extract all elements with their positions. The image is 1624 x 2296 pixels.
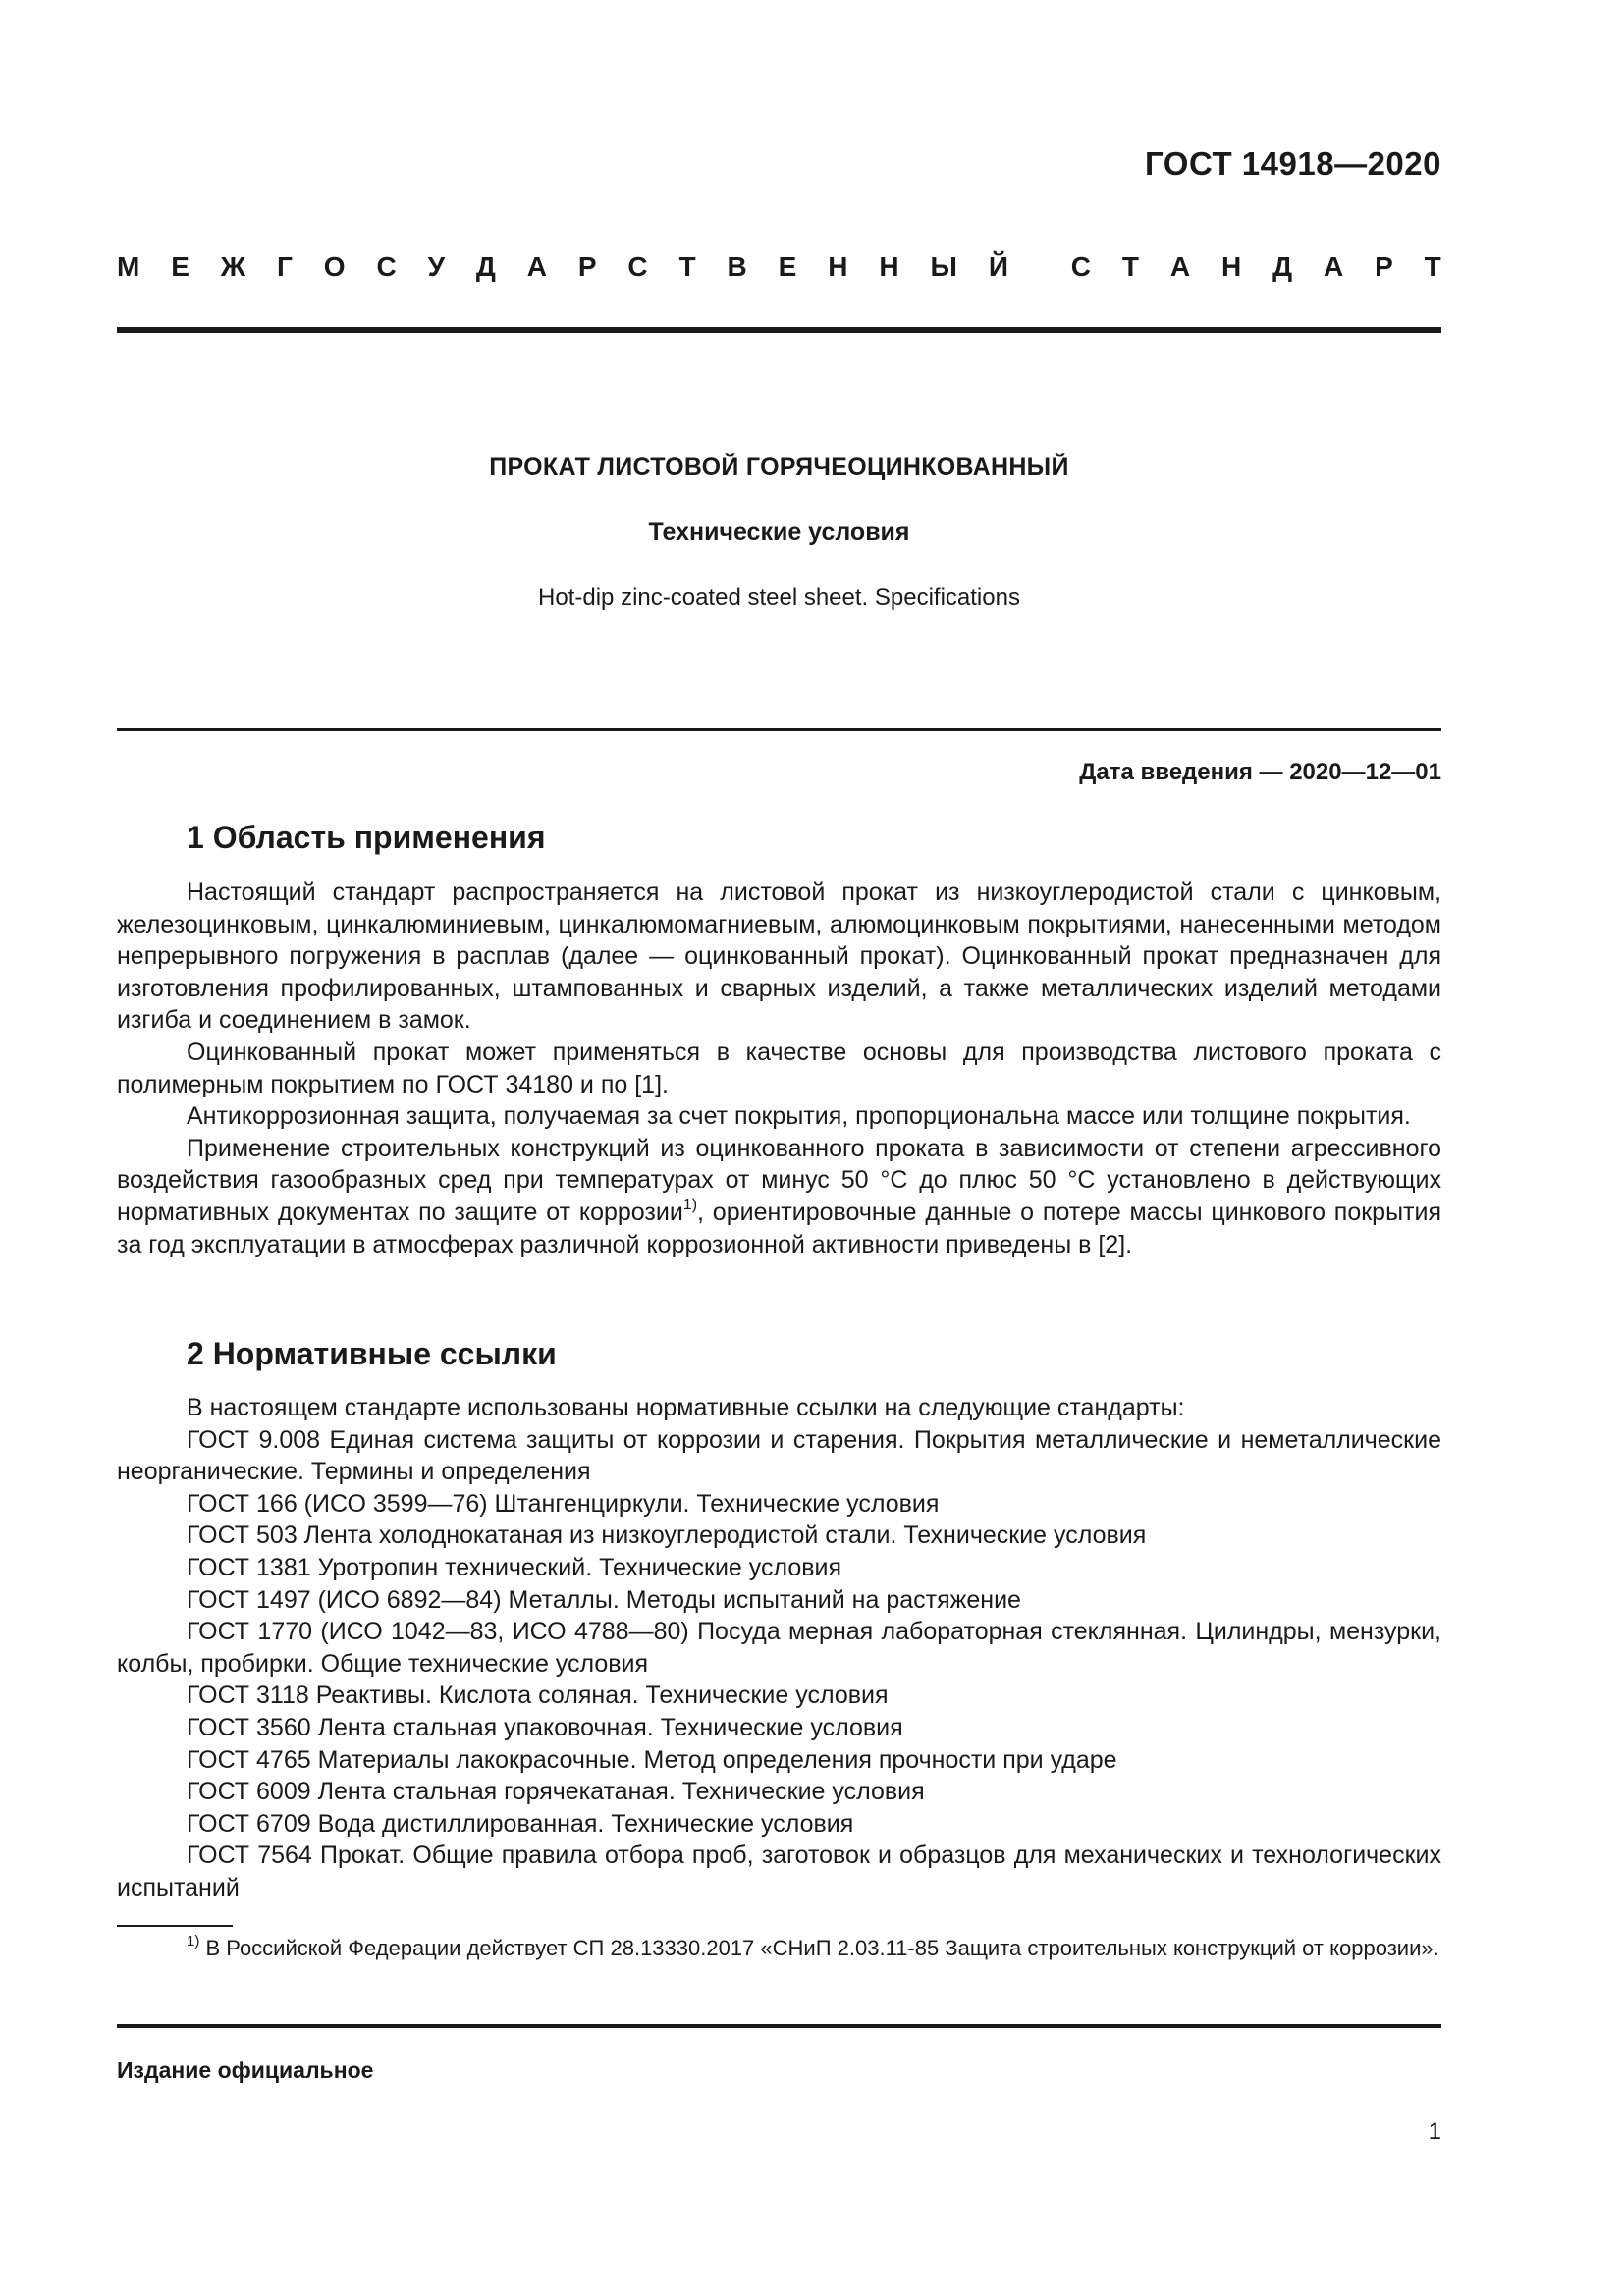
paragraph: Настоящий стандарт распространяется на листовой прокат из низкоуглеродистой стали с цинковым, железоцинковым, цинкалюминиевым, цинкалюмомагниевым, алюмоцинковым покрытиями, нанесенными методом непрерывного погружения в расплав (далее — оцинкованный прокат). Оцинкованный прокат предназначен для изготовления профилированных, штампованных и сварных изделий, а также металлических изделий методами изгиба и соединением в замок. xyxy=(117,879,1441,1035)
section-2-body xyxy=(117,1392,1441,1904)
footnote-body: В Российской Федерации действует СП 28.13330.2017 «СНиП 2.03.11-85 Защита строительных конструкций от коррозии». xyxy=(199,1936,1439,1960)
banner-letter: Г xyxy=(277,251,293,282)
banner-letter: М xyxy=(117,251,140,282)
reference-item: ГОСТ 1770 (ИСО 1042—83, ИСО 4788—80) Посуда мерная лабораторная стеклянная. Цилиндры, мензурки, колбы, пробирки. Общие технические условия xyxy=(117,1618,1441,1678)
reference-item: ГОСТ 166 (ИСО 3599—76) Штангенциркули. Технические условия xyxy=(187,1489,940,1518)
footnote-text xyxy=(117,1934,1441,1963)
paragraph xyxy=(117,1133,1441,1260)
banner-letter: В xyxy=(727,251,747,282)
reference-item: ГОСТ 1381 Уротропин технический. Технические условия xyxy=(187,1553,842,1581)
banner-letter: Р xyxy=(1375,251,1393,282)
banner-letter: Р xyxy=(577,251,597,282)
document-subtitle: Технические условия xyxy=(648,518,910,546)
banner-letter: С xyxy=(627,251,648,282)
paragraph: Антикоррозионная защита, получаемая за счет покрытия, пропорциональна массе или толщине покрытия. xyxy=(187,1102,1411,1131)
banner-letter: Т xyxy=(1121,251,1139,282)
banner-letter: Н xyxy=(1220,251,1242,282)
gost-number: ГОСТ 14918—2020 xyxy=(1145,145,1441,182)
top-divider xyxy=(117,327,1441,333)
footnote-divider xyxy=(117,1925,233,1927)
interstate-standard-banner xyxy=(117,251,1441,283)
banner-letter: Т xyxy=(678,251,696,282)
reference-item: ГОСТ 6009 Лента стальная горячекатаная. Технические условия xyxy=(187,1778,925,1806)
section-1-heading: 1 Область применения xyxy=(187,820,546,855)
paragraph: Оцинкованный прокат может применяться в качестве основы для производства листового проката с полимерным покрытием по ГОСТ 34180 и по [1]. xyxy=(117,1038,1441,1098)
banner-letter: А xyxy=(1323,251,1344,282)
footnote xyxy=(117,1934,1441,1963)
banner-letter: С xyxy=(376,251,397,282)
banner-letter: О xyxy=(323,251,346,282)
banner-letter: Е xyxy=(778,251,797,282)
banner-letter: Е xyxy=(171,251,189,282)
paragraph: В настоящем стандарте использованы нормативные ссылки на следующие стандарты: xyxy=(187,1394,1185,1421)
reference-item: ГОСТ 9.008 Единая система защиты от коррозии и старения. Покрытия металлические и неметаллические неорганические. Термины и определения xyxy=(117,1425,1441,1486)
reference-item: ГОСТ 6709 Вода дистиллированная. Технические условия xyxy=(187,1809,854,1838)
banner-letter: Н xyxy=(879,251,899,282)
banner-letter: А xyxy=(526,251,547,282)
reference-item: ГОСТ 3118 Реактивы. Кислота соляная. Технические условия xyxy=(187,1682,889,1710)
introduction-date: Дата введения — 2020—12—01 xyxy=(1079,759,1441,785)
banner-letter: Ж xyxy=(220,251,246,282)
official-edition-label: Издание официальное xyxy=(117,2057,374,2083)
banner-letter: Т xyxy=(1424,251,1441,282)
banner-letter: Н xyxy=(828,251,848,282)
banner-letter: Д xyxy=(1272,251,1293,282)
reference-item: ГОСТ 3560 Лента стальная упаковочная. Технические условия xyxy=(187,1713,903,1741)
banner-letter: У xyxy=(427,251,445,282)
footnote-mark: 1) xyxy=(187,1932,200,1949)
title-divider xyxy=(117,728,1441,731)
reference-item: ГОСТ 1497 (ИСО 6892—84) Металлы. Методы испытаний на растяжение xyxy=(187,1585,1021,1614)
banner-letter: С xyxy=(1070,251,1091,282)
footnote-reference[interactable]: 1) xyxy=(682,1196,698,1213)
banner-letter: Д xyxy=(475,251,496,282)
document-title-english: Hot-dip zinc-coated steel sheet. Specifications xyxy=(538,584,1020,611)
paragraph-text: Применение строительных конструкций из оцинкованного проката в зависимости от степени агрессивного воздействия газообразных сред при температурах от минус 50 °С до плюс 50 °С установлено в действующих нормативных документах по защите от коррозии xyxy=(117,1134,1441,1226)
paragraph-text: , ориентировочные данные о потере массы цинкового покрытия за год эксплуатации в атмосферах различной коррозионной активности приведены в [2]. xyxy=(117,1198,1441,1258)
banner-letter: Ы xyxy=(930,251,957,282)
banner-letter: Й xyxy=(988,251,1008,282)
reference-item: ГОСТ 7564 Прокат. Общие правила отбора проб, заготовок и образцов для механических и технологических испытаний xyxy=(117,1842,1441,1901)
document-title: ПРОКАТ ЛИСТОВОЙ ГОРЯЧЕОЦИНКОВАННЫЙ xyxy=(489,454,1069,481)
section-1-body xyxy=(117,877,1441,1260)
section-2-heading: 2 Нормативные ссылки xyxy=(187,1336,557,1371)
reference-item: ГОСТ 4765 Материалы лакокрасочные. Метод определения прочности при ударе xyxy=(187,1745,1117,1774)
page-number: 1 xyxy=(1428,2118,1441,2145)
reference-item: ГОСТ 503 Лента холоднокатаная из низкоуглеродистой стали. Технические условия xyxy=(187,1522,1147,1550)
banner-letter: А xyxy=(1169,251,1191,282)
footer-divider xyxy=(117,2024,1441,2028)
